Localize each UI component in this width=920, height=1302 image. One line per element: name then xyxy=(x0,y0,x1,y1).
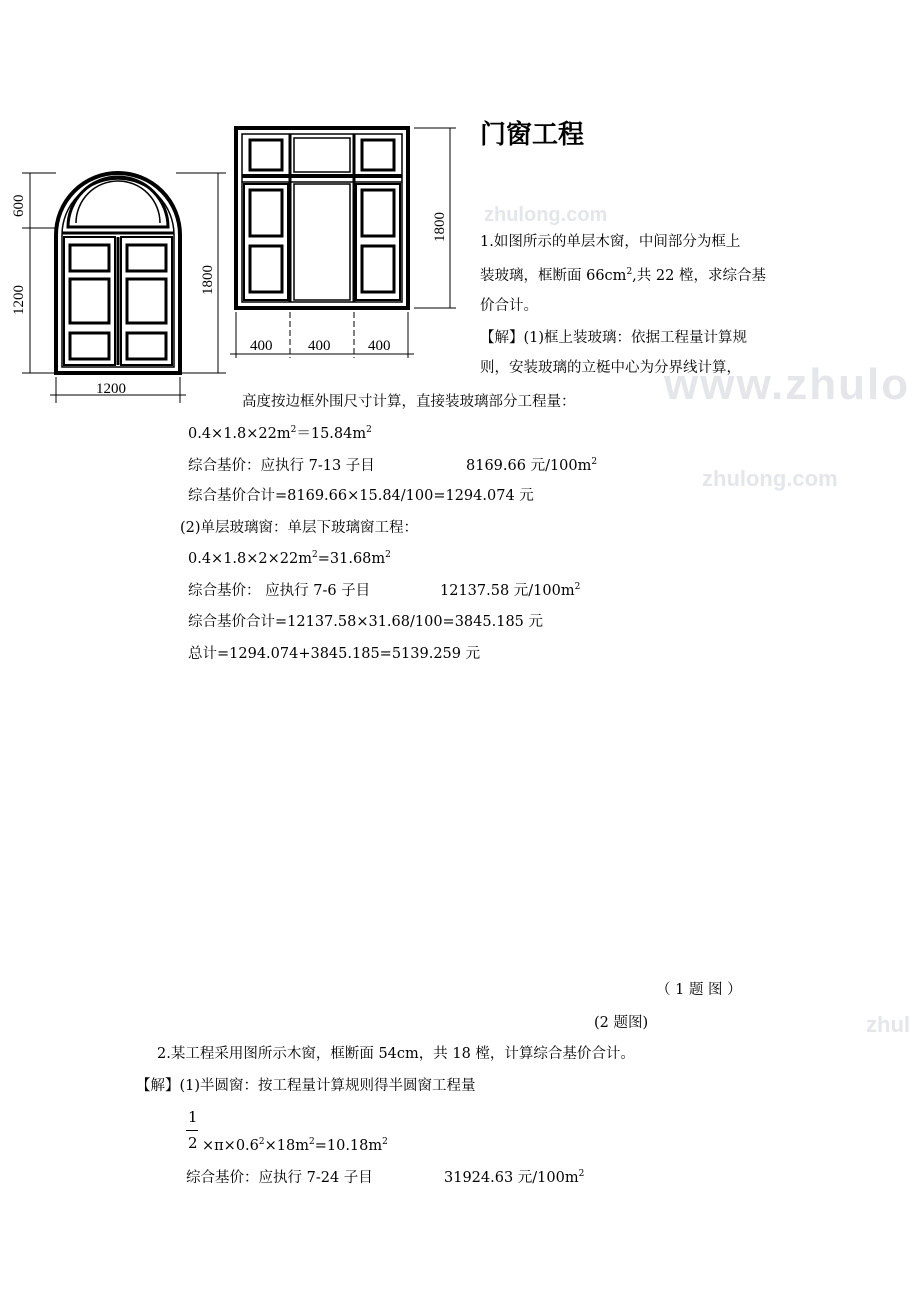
q2-fraction-numerator: 1 xyxy=(188,1108,198,1126)
q1-base-price-value: 8169.66 元$/100m^2$ xyxy=(466,457,598,474)
q1-subheading: (2)单层玻璃窗：单层下玻璃窗工程： xyxy=(180,520,419,536)
q1-grand-total: 总计=1294.074+3845.185=5139.259 元 xyxy=(188,646,481,662)
dim-label: 400 xyxy=(368,338,391,354)
q2-fraction-denominator: 2 xyxy=(188,1134,198,1152)
dim-label: 1200 xyxy=(11,285,27,315)
q2-base-price-label: 综合基价：应执行 7-24 子目 xyxy=(186,1170,373,1186)
q1-calc: $0.4\times 1.8\times 22m^2=15.84m^2$ xyxy=(188,425,372,442)
q1-base-price-label: 综合基价：应执行 7-13 子目 xyxy=(188,458,375,474)
dim-label: 1200 xyxy=(96,381,126,397)
q1-calc: $0.4\times 1.8\times 2\times 22m^2=31.68m^2$ xyxy=(188,550,391,567)
q1-solution-line: 【解】(1)框上装玻璃：依据工程量计算规 xyxy=(480,330,748,346)
q1-base-price-label: 综合基价： 应执行 7-6 子目 xyxy=(188,583,371,599)
dim-label: 400 xyxy=(250,338,273,354)
figure-caption-1: （ 1 题 图 ） xyxy=(656,982,742,998)
q1-total: 综合基价合计=8169.66×15.84/100=1294.074 元 xyxy=(188,488,534,504)
q1-line: 价合计。 xyxy=(480,298,538,314)
q1-line: 装玻璃，框断面 $66cm^2$,共 22 樘，求综合基 xyxy=(480,267,766,284)
fraction-bar xyxy=(186,1130,198,1131)
q2-solution-line: 【解】(1)半圆窗：按工程量计算规则得半圆窗工程量 xyxy=(136,1078,476,1094)
q1-solution-line: 高度按边框外围尺寸计算，直接装玻璃部分工程量： xyxy=(242,394,576,410)
q1-base-price-value: 12137.58 元$/100m^2$ xyxy=(440,582,581,599)
q2-line: 2.某工程采用图所示木窗，框断面 54cm，共 18 樘，计算综合基价合计。 xyxy=(157,1046,635,1062)
watermark: zhulong.com xyxy=(702,466,838,491)
page-title: 门窗工程 xyxy=(480,120,585,150)
figure-transom-window xyxy=(230,122,470,370)
q2-base-price-value: 31924.63 元$/100m^2$ xyxy=(444,1169,585,1186)
watermark: zhulong.com xyxy=(484,204,608,226)
q1-solution-line: 则，安装玻璃的立梃中心为分界线计算， xyxy=(480,360,741,376)
q1-total: 综合基价合计=12137.58×31.68/100=3845.185 元 xyxy=(188,614,544,630)
dim-label: 400 xyxy=(308,338,331,354)
dim-label: 1800 xyxy=(200,265,216,295)
dim-label: 1800 xyxy=(432,212,448,242)
figure-caption-2: (2 题图) xyxy=(594,1015,649,1031)
q2-calc: $\times\pi\times 0.6^2\times 18m^2=10.18m^2$ xyxy=(202,1137,388,1154)
watermark: zhul xyxy=(866,1012,910,1037)
q1-line: 1.如图所示的单层木窗，中间部分为框上 xyxy=(480,234,741,250)
figure-arched-window xyxy=(0,155,230,405)
watermark: www.zhulo xyxy=(664,360,911,409)
dim-label: 600 xyxy=(11,194,27,217)
